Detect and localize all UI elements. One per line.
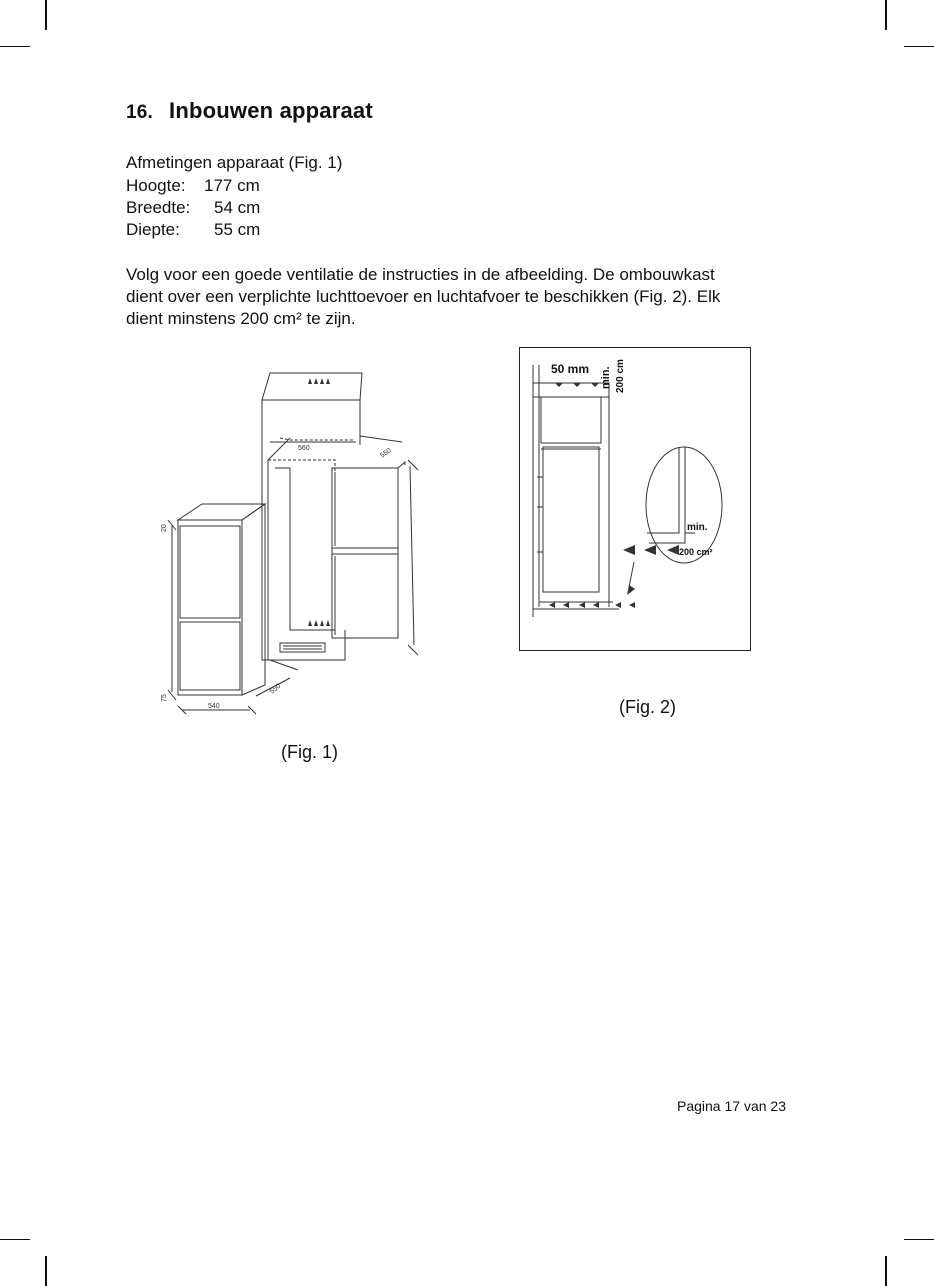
fig1-label-top-gap: 20 [161,524,168,532]
section-title-text: Inbouwen apparaat [169,98,373,123]
dimension-row-width [126,198,260,218]
crop-mark [904,46,934,47]
ventilation-paragraph [126,264,720,330]
dimension-label: Hoogte: [126,176,186,195]
paragraph-line: Volg voor een goede ventilatie de instructies in de afbeelding. De ombouwkast [126,265,715,284]
dimension-row-depth [126,220,260,240]
crop-mark [45,0,47,30]
fig1-label-bottom-gap: 75 [161,694,168,702]
dimension-label: Breedte: [126,198,191,217]
crop-mark [904,1239,934,1240]
fig1-caption: (Fig. 1) [281,742,339,762]
fig2-label-min-detail: min. [687,522,708,533]
crop-mark [0,1239,30,1240]
fig2-ventilation-diagram [519,347,751,651]
paragraph-line: dient minstens 200 cm² te zijn. [126,309,356,328]
crop-mark [885,0,887,30]
fig1-label-base-depth: 550 [268,682,283,696]
dimension-value: 55 cm [214,220,261,239]
fig2-label-area-detail: 200 cm² [679,547,713,557]
fig1-label-top-width: 560 [298,445,310,452]
section-number: 16. [126,102,154,123]
dimension-label: Diepte: [126,220,180,239]
crop-mark [0,46,30,47]
fig1-label-fridge-width: 540 [208,703,220,710]
fig2-label-gap: 50 mm [551,362,590,376]
fig2-label-area: 200 cm [615,359,626,393]
dimensions-heading: Afmetingen apparaat (Fig. 1) [126,153,343,172]
crop-mark [45,1256,47,1286]
fig1-installation-diagram [150,360,440,730]
fig2-caption: (Fig. 2) [619,697,677,717]
dimension-row-height [126,176,260,196]
fig2-label-min: min. [600,366,612,389]
crop-mark [885,1256,887,1286]
paragraph-line: dient over een verplichte luchttoevoer en luchtafvoer te beschikken (Fig. 2). Elk [126,287,721,306]
section-title [126,98,373,124]
dimension-value: 54 cm [214,198,261,217]
fig1-label-top-depth: 550 [379,447,393,460]
dimension-value: 177 cm [204,176,260,195]
page-number: Pagina 17 van 23 [677,1098,786,1114]
